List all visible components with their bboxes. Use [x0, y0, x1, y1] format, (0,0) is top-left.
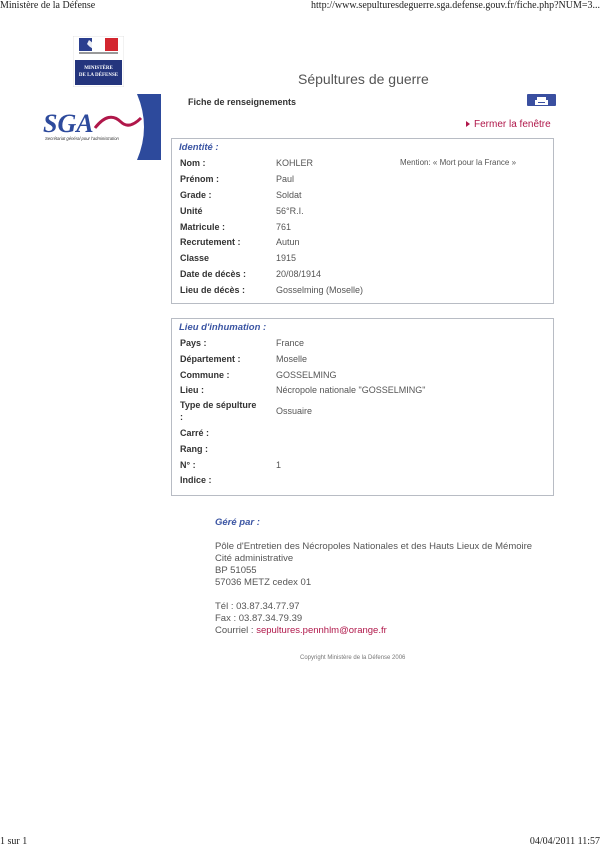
- copyright: Copyright Ministère de la Défense 2006: [300, 655, 406, 661]
- print-header-title: Ministère de la Défense: [0, 0, 96, 11]
- inhumation-title: Lieu d'inhumation :: [179, 322, 267, 333]
- gere-line-2: Cité administrative: [215, 553, 294, 564]
- courriel-label: Courriel :: [215, 625, 257, 636]
- identite-panel: Identité : Mention: « Mort pour la France » Nom : KOHLER Prénom : Paul Grade : Soldat Unité 56°R.I. Matricule : 761 Recrutement : Autun Classe 1915 Date de décès : 20/08/1914 Lieu de décès : Gosselming (Moselle): [171, 138, 554, 304]
- print-footer-page: 1 sur 1: [0, 836, 28, 847]
- arrow-right-icon: [466, 121, 470, 127]
- print-header-url: http://www.sepulturesdeguerre.sga.defense.gouv.fr/fiche.php?NUM=3...: [311, 0, 600, 11]
- sga-logo: [33, 94, 161, 160]
- gere-line-4: 57036 METZ cedex 01: [215, 577, 312, 588]
- close-window-link[interactable]: [466, 119, 551, 130]
- fiche-title: Fiche de renseignements: [188, 97, 297, 107]
- gere-courriel: [215, 625, 387, 636]
- gere-tel: Tél : 03.87.34.77.97: [215, 601, 300, 612]
- sga-logo-text: SGA: [43, 109, 94, 138]
- close-window-label: Fermer la fenêtre: [474, 119, 551, 130]
- page-title: Sépultures de guerre: [298, 71, 429, 87]
- gere-line-3: BP 51055: [215, 565, 257, 576]
- gere-line-1: Pôle d'Entretien des Nécropoles Nationales et des Hauts Lieux de Mémoire: [215, 541, 533, 552]
- gere-par-title: Géré par :: [215, 517, 260, 528]
- ministry-logo-line1: MINISTÈRE: [84, 66, 113, 71]
- sga-logo-subtitle: Secrétariat général pour l'administration: [45, 136, 119, 141]
- ministry-logo: [73, 36, 124, 87]
- inhumation-panel: Lieu d'inhumation : Pays : France Département : Moselle Commune : GOSSELMING Lieu : Nécropole nationale "GOSSELMING" Type de sépulture : Ossuaire Carré : Rang : N° : 1 Indice :: [171, 318, 554, 496]
- identite-title: Identité :: [179, 142, 219, 153]
- print-button[interactable]: [527, 94, 556, 106]
- printer-icon: [527, 95, 556, 107]
- ministry-logo-line2: DE LA DÉFENSE: [78, 73, 119, 78]
- gere-fax: Fax : 03.87.34.79.39: [215, 613, 303, 624]
- courriel-link[interactable]: sepultures.pennhlm@orange.fr: [256, 625, 387, 636]
- mention-label: Mention: « Mort pour la France »: [400, 158, 517, 167]
- print-footer-date: 04/04/2011 11:57: [529, 836, 600, 847]
